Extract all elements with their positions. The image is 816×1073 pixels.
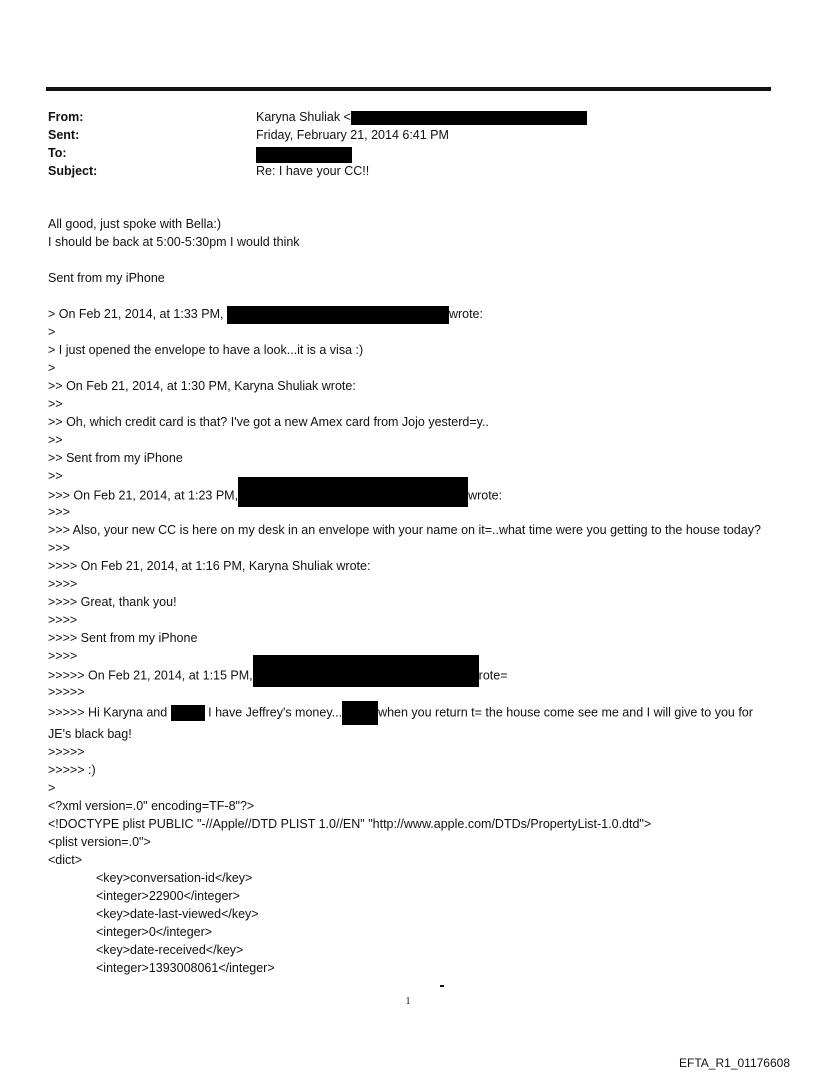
- quote-line: >>: [48, 469, 63, 483]
- subject-label: Subject:: [48, 164, 98, 178]
- quote-line: >> Oh, which credit card is that? I've got a new Amex card from Jojo yesterd=y..: [48, 415, 489, 429]
- quote-line: >>>>>: [48, 685, 85, 699]
- from-value: [256, 108, 587, 126]
- redaction-box: [227, 306, 449, 324]
- from-name: Karyna Shuliak <: [256, 110, 351, 124]
- xml-line: <key>date-received</key>: [96, 943, 244, 957]
- body-line: All good, just spoke with Bella:): [48, 217, 222, 231]
- quote-text: >>>>> On Feb 21, 2014, at 1:15 PM,: [48, 668, 253, 683]
- quote-line: >> On Feb 21, 2014, at 1:30 PM, Karyna Shuliak wrote:: [48, 379, 356, 393]
- redaction-box: [351, 111, 587, 125]
- quote-line: >>: [48, 433, 63, 447]
- quote-text: wrote:: [468, 488, 503, 503]
- quote-line: [48, 305, 768, 323]
- sent-value: Friday, February 21, 2014 6:41 PM: [256, 128, 449, 142]
- quote-line: [48, 665, 768, 683]
- quote-line: >>> Also, your new CC is here on my desk in an envelope with your name on it=..what time were you getting to the house today?: [48, 523, 761, 537]
- quote-line: [48, 701, 768, 743]
- xml-line: <key>date-last-viewed</key>: [96, 907, 259, 921]
- quote-text: >>> On Feb 21, 2014, at 1:23 PM,: [48, 488, 239, 503]
- quote-text: > On Feb 21, 2014, at 1:33 PM,: [48, 307, 227, 321]
- quote-text: >>>>> Hi Karyna and: [48, 705, 171, 720]
- body-line: I should be back at 5:00-5:30pm I would think: [48, 235, 300, 249]
- redaction-box: [253, 655, 479, 687]
- quote-line: >>: [48, 397, 63, 411]
- to-value: [256, 145, 352, 163]
- quote-line: >>>: [48, 541, 70, 555]
- quote-line: >>>: [48, 505, 70, 519]
- subject-value: Re: I have your CC!!: [256, 164, 370, 178]
- quote-text: when you return t= the house come see me and I will give to you for JE's black bag!: [48, 705, 753, 741]
- from-label: From:: [48, 110, 84, 124]
- xml-line: <?xml version=.0" encoding=TF-8"?>: [48, 799, 255, 813]
- page-number: 1: [405, 996, 411, 1007]
- quote-line: > I just opened the envelope to have a look...it is a visa :): [48, 343, 364, 357]
- xml-line: <integer>22900</integer>: [96, 889, 240, 903]
- xml-line: <!DOCTYPE plist PUBLIC "-//Apple//DTD PLIST 1.0//EN" "http://www.apple.com/DTDs/PropertyList-1.0.dtd">: [48, 817, 652, 831]
- xml-line: <integer>1393008061</integer>: [96, 961, 275, 975]
- quote-line: >> Sent from my iPhone: [48, 451, 183, 465]
- quote-text: rote=: [478, 668, 508, 683]
- header-rule: [46, 87, 771, 91]
- stray-mark: [440, 985, 444, 987]
- quote-line: >: [48, 325, 56, 339]
- bates-number: EFTA_R1_01176608: [679, 1056, 790, 1070]
- redaction-box: [171, 705, 205, 721]
- quote-line: >: [48, 781, 56, 795]
- quote-line: >>>>: [48, 649, 78, 663]
- xml-line: <integer>0</integer>: [96, 925, 213, 939]
- xml-line: <plist version=.0">: [48, 835, 151, 849]
- quote-line: >>>> Sent from my iPhone: [48, 631, 198, 645]
- sent-label: Sent:: [48, 128, 80, 142]
- quote-line: >>>>>: [48, 745, 85, 759]
- quote-line: >>>> On Feb 21, 2014, at 1:16 PM, Karyna Shuliak wrote:: [48, 559, 371, 573]
- quote-line: >>>> Great, thank you!: [48, 595, 177, 609]
- quote-line: >>>>: [48, 613, 78, 627]
- body-line: Sent from my iPhone: [48, 271, 165, 285]
- to-label: To:: [48, 146, 67, 160]
- quote-line: >>>>: [48, 577, 78, 591]
- xml-line: <key>conversation-id</key>: [96, 871, 253, 885]
- quote-line: [48, 485, 768, 503]
- quote-text: wrote:: [448, 307, 483, 321]
- quote-line: >>>>> :): [48, 763, 96, 777]
- email-body: [48, 215, 768, 977]
- redaction-box: [238, 477, 468, 507]
- quote-line: >: [48, 361, 56, 375]
- redaction-box: [342, 701, 378, 725]
- xml-line: <dict>: [48, 853, 83, 867]
- redaction-box: [256, 147, 352, 163]
- quote-text: I have Jeffrey's money...: [204, 705, 343, 720]
